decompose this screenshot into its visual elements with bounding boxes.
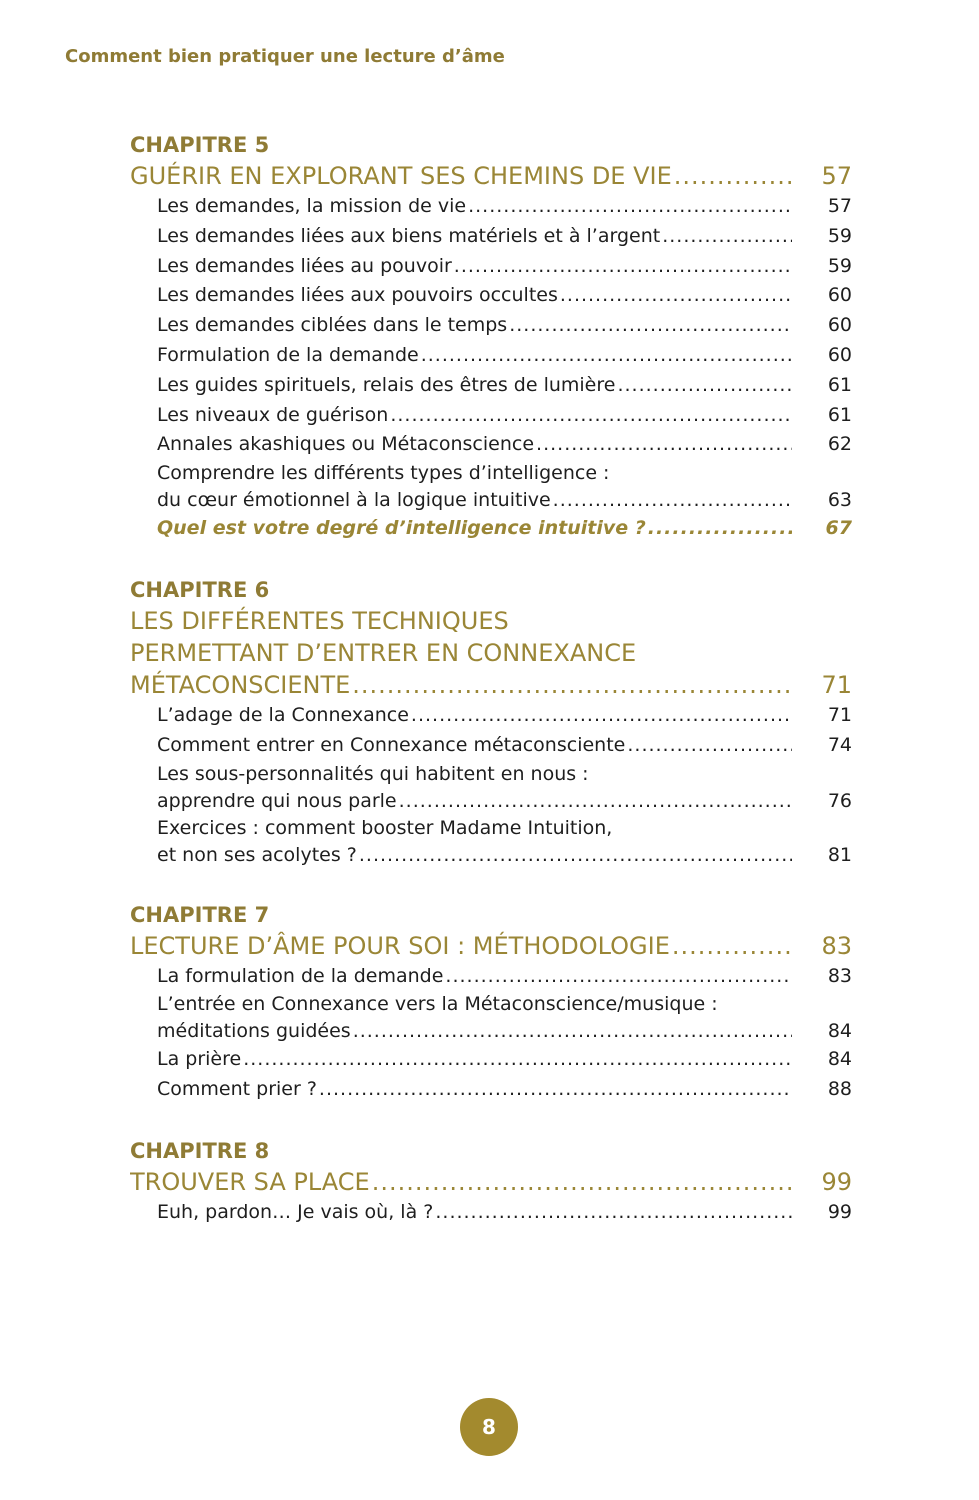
toc-entry-title: Les demandes, la mission de vie [157, 195, 467, 217]
dot-leader [445, 962, 792, 992]
toc-entry-page: 59 [827, 224, 852, 247]
dot-leader [372, 1166, 792, 1198]
chapter-7 [130, 900, 852, 1105]
toc-entry-page: 60 [827, 314, 852, 337]
dot-leader [674, 160, 792, 192]
toc-entry[interactable] [157, 371, 852, 401]
toc-entry[interactable] [157, 222, 852, 252]
dot-leader [509, 311, 792, 341]
toc-entry-page: 57 [827, 195, 852, 217]
chapter-label: CHAPITRE 6 [130, 577, 270, 602]
toc-entry-title: et non ses acolytes ? [157, 843, 357, 866]
dot-leader [435, 1198, 792, 1228]
chapter-label: CHAPITRE 5 [130, 133, 270, 157]
toc-entry-page: 84 [827, 1048, 852, 1071]
dot-leader [399, 787, 792, 815]
toc-entry[interactable] [157, 341, 852, 371]
toc-entry-page: 83 [827, 964, 852, 987]
toc-entry-title: La prière [157, 1048, 242, 1071]
chapter-entries [130, 192, 852, 544]
dot-leader [553, 486, 792, 514]
toc-entry[interactable] [157, 252, 852, 282]
toc-entry-title: Les demandes liées aux pouvoirs occultes [157, 284, 558, 307]
toc-entry-page: 76 [827, 789, 852, 812]
toc-entry-title: Formulation de la demande [157, 343, 419, 366]
dot-leader [353, 1017, 792, 1045]
toc-entry[interactable] [157, 1198, 852, 1228]
toc-entry[interactable] [157, 1075, 852, 1105]
chapter-title[interactable] [130, 605, 852, 701]
chapter-label: CHAPITRE 8 [130, 1138, 270, 1163]
chapter-entries [130, 1198, 852, 1228]
toc-entry-line: L’entrée en Connexance vers la Métaconscience/musique : [157, 993, 718, 1016]
toc-entry-page: 71 [827, 703, 852, 726]
toc-entry-title: L’adage de la Connexance [157, 703, 409, 726]
toc-entry-title: Annales akashiques ou Métaconscience [157, 433, 535, 456]
dot-leader [319, 1075, 792, 1105]
dot-leader [411, 701, 792, 731]
toc-entry-title: du cœur émotionnel à la logique intuitive [157, 489, 551, 512]
toc-entry-title: méditations guidées [157, 1020, 351, 1043]
chapter-page-number: 83 [821, 931, 852, 960]
toc-entry[interactable] [157, 401, 852, 431]
dot-leader [536, 430, 792, 460]
toc-entry-title: Les guides spirituels, relais des êtres de lumière [157, 373, 616, 396]
toc-entry-title: Quel est votre degré d’intelligence intuitive ? [157, 517, 646, 540]
chapter-title-line: LES DIFFÉRENTES TECHNIQUES [130, 606, 509, 635]
toc-entry-page: 60 [827, 284, 852, 307]
chapter-page-number: 57 [821, 162, 852, 190]
chapter-title-line: LECTURE D’ÂME POUR SOI : MÉTHODOLOGIE [130, 931, 670, 960]
chapter-title[interactable] [130, 930, 852, 962]
chapter-title-line: GUÉRIR EN EXPLORANT SES CHEMINS DE VIE [130, 162, 672, 190]
toc-entry-title: La formulation de la demande [157, 964, 444, 987]
toc-entry-page: 61 [827, 403, 852, 426]
toc-entry[interactable] [157, 460, 852, 514]
dot-leader [243, 1045, 792, 1075]
toc-entry-line: Exercices : comment booster Madame Intuition, [157, 816, 613, 839]
toc-entry[interactable] [157, 192, 852, 222]
toc-entry-title: Les niveaux de guérison [157, 403, 389, 426]
toc-entry[interactable] [157, 430, 852, 460]
chapter-title-line: PERMETTANT D’ENTRER EN CONNEXANCE [130, 638, 637, 667]
toc-entry[interactable] [157, 991, 852, 1045]
toc-entry[interactable] [157, 514, 852, 544]
toc-entry-page: 84 [827, 1020, 852, 1043]
chapter-8 [130, 1136, 852, 1228]
toc-entry-title: Euh, pardon… Je vais où, là ? [157, 1200, 434, 1223]
toc-entry-page: 67 [825, 517, 852, 540]
dot-leader [468, 192, 792, 222]
toc-entry-page: 62 [827, 433, 852, 456]
dot-leader [672, 930, 792, 962]
toc-entry-title: Les demandes liées au pouvoir [157, 254, 452, 277]
dot-leader [648, 514, 792, 544]
dot-leader [662, 222, 792, 252]
dot-leader [352, 669, 792, 701]
chapter-entries [130, 962, 852, 1105]
toc-entry-title: Les demandes liées aux biens matériels et à l’argent [157, 224, 661, 247]
dot-leader [421, 341, 792, 371]
toc-entry[interactable] [157, 815, 852, 869]
toc-entry-page: 88 [827, 1078, 852, 1101]
toc-entry-page: 60 [827, 343, 852, 366]
chapter-page-number: 99 [821, 1167, 852, 1196]
dot-leader [454, 252, 792, 282]
dot-leader [359, 841, 792, 869]
toc-entry-title: Les demandes ciblées dans le temps [157, 314, 508, 337]
toc-entry[interactable] [157, 761, 852, 815]
chapter-title[interactable] [130, 160, 852, 192]
toc-entry[interactable] [157, 1045, 852, 1075]
chapter-title-line: TROUVER SA PLACE [130, 1167, 370, 1196]
page-number-badge: 8 [460, 1398, 518, 1456]
chapter-page-number: 71 [821, 670, 852, 699]
toc-entry[interactable] [157, 962, 852, 992]
toc-entry-title: apprendre qui nous parle [157, 789, 397, 812]
toc-entry-page: 74 [827, 733, 852, 756]
running-head: Comment bien pratiquer une lecture d’âme [65, 46, 505, 67]
toc-entry-page: 59 [827, 254, 852, 277]
chapter-entries [130, 701, 852, 869]
toc-entry-line: Comprendre les différents types d’intelligence : [157, 462, 610, 485]
toc-entry[interactable] [157, 701, 852, 731]
dot-leader [617, 371, 792, 401]
toc-entry-page: 61 [827, 373, 852, 396]
toc-entry-page: 63 [827, 489, 852, 512]
chapter-title[interactable] [130, 1166, 852, 1198]
chapter-6 [130, 575, 852, 869]
toc-entry[interactable] [157, 281, 852, 311]
toc-entry[interactable] [157, 311, 852, 341]
toc-entry-title: Comment prier ? [157, 1078, 317, 1101]
toc-entry-line: Les sous-personnalités qui habitent en nous : [157, 762, 589, 785]
toc-entry-page: 99 [827, 1200, 852, 1223]
dot-leader [627, 731, 792, 761]
toc-entry-title: Comment entrer en Connexance métaconsciente [157, 733, 626, 756]
toc-entry-page: 81 [827, 843, 852, 866]
dot-leader [560, 281, 792, 311]
chapter-5 [130, 130, 852, 544]
chapter-label: CHAPITRE 7 [130, 902, 270, 927]
table-of-contents [130, 130, 852, 1259]
toc-entry[interactable] [157, 731, 852, 761]
dot-leader [390, 401, 792, 431]
chapter-title-line: MÉTACONSCIENTE [130, 670, 351, 699]
